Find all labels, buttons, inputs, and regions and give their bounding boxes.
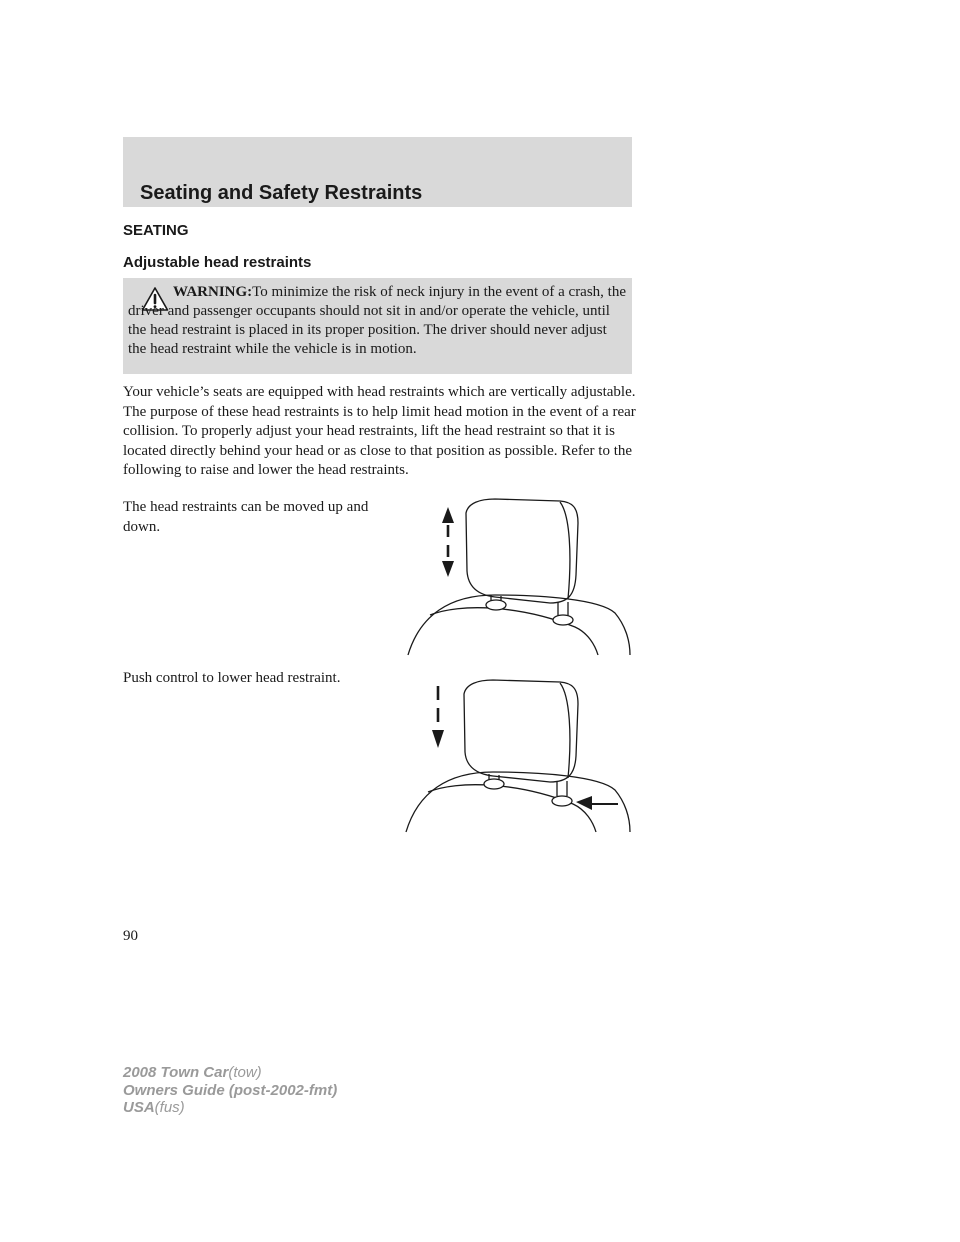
warning-label: WARNING: bbox=[173, 284, 253, 300]
footer-model-code: (tow) bbox=[228, 1064, 262, 1081]
body-paragraph-1: Your vehicle’s seats are equipped with head restraints which are vertically adjustable. The purpose of these head restraints is to help limit head motion in the event of a rear collision. To properly adjust your head restraints, lift the head restraint so that it is located directly behind your head or as close to that position as possible. Refer to the following to raise and lower the head restraints. bbox=[123, 384, 636, 478]
header-band bbox=[123, 137, 632, 207]
page-header-title: Seating and Safety Restraints bbox=[140, 182, 423, 204]
footer-market-code: (fus) bbox=[154, 1099, 185, 1116]
section-title: SEATING bbox=[123, 222, 189, 239]
up-down-arrow-icon bbox=[442, 507, 454, 577]
warning-text bbox=[128, 283, 628, 359]
footer-guide: Owners Guide (post-2002-fmt) bbox=[123, 1081, 338, 1099]
head-restraint-up-down-illustration bbox=[400, 495, 640, 660]
footer-model: 2008 Town Car bbox=[123, 1064, 229, 1081]
page-number: 90 bbox=[123, 928, 138, 944]
footer-imprint bbox=[123, 1064, 337, 1117]
down-arrow-icon bbox=[432, 686, 444, 748]
body-paragraph-2: The head restraints can be moved up and down. bbox=[123, 499, 369, 535]
footer-market: USA bbox=[123, 1099, 155, 1116]
head-restraint-lower-illustration bbox=[400, 672, 640, 837]
warning-box bbox=[123, 278, 632, 374]
warning-body: To minimize the risk of neck injury in the event of a crash, the driver and passenger occupants should not sit in and/or operate the vehicle, until the head restraint is placed in its proper position. The driver should never adjust the head restraint while the vehicle is in motion. bbox=[128, 284, 627, 357]
subsection-title: Adjustable head restraints bbox=[123, 254, 312, 271]
body-paragraph-3: Push control to lower head restraint. bbox=[123, 670, 341, 686]
push-control-arrow-icon bbox=[576, 796, 618, 810]
